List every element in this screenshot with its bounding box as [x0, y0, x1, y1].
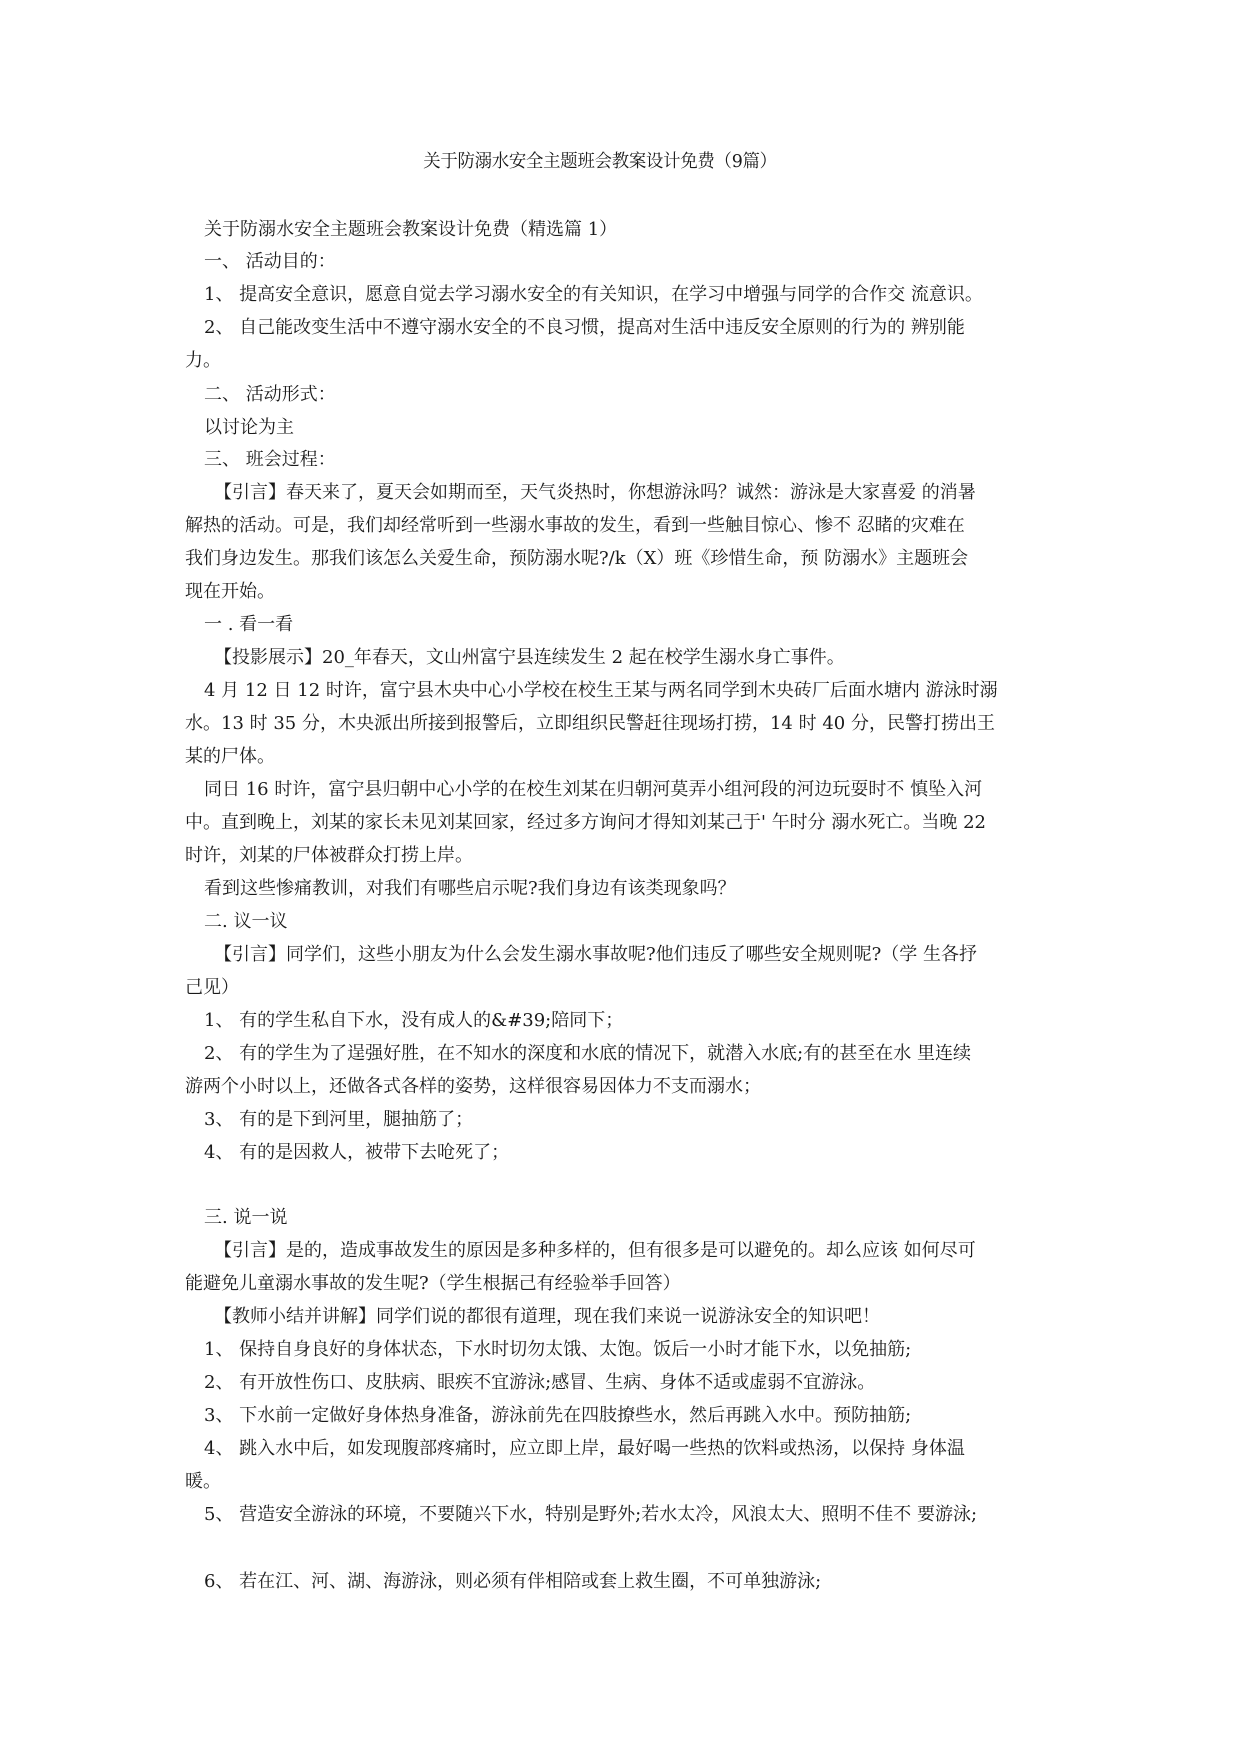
- paragraph-line: 以讨论为主: [204, 417, 294, 438]
- paragraph-line: 5、 营造安全游泳的环境，不要随兴下水，特别是野外;若水太冷，风浪太大、照明不佳不 要游泳;: [204, 1504, 978, 1525]
- paragraph-line: 一 . 看一看: [204, 614, 294, 635]
- paragraph-line: 4、 跳入水中后，如发现腹部疼痛时，应立即上岸，最好喝一些热的饮料或热汤，以保持 身体温: [204, 1438, 965, 1459]
- paragraph-line: 二. 议一议: [204, 911, 288, 932]
- paragraph-line: 1、 提高安全意识，愿意自觉去学习溺水安全的有关知识，在学习中增强与同学的合作交 流意识。: [204, 284, 983, 305]
- paragraph-line: 【引言】同学们，这些小朋友为什么会发生溺水事故呢?他们违反了哪些安全规则呢?（学 生各抒: [214, 944, 978, 965]
- paragraph-line: 看到这些惨痛教训，对我们有哪些启示呢?我们身边有该类现象吗？: [204, 878, 736, 899]
- paragraph-line: 解热的活动。可是，我们却经常听到一些溺水事故的发生，看到一些触目惊心、惨不 忍睹的灾难在: [185, 515, 965, 536]
- paragraph-line: 三. 说一说: [204, 1207, 288, 1228]
- paragraph-line: 2、 有的学生为了逞强好胜，在不知水的深度和水底的情况下，就潜入水底;有的甚至在水 里连续: [204, 1043, 971, 1064]
- paragraph-line: 4、 有的是因救人，被带下去呛死了；: [204, 1142, 510, 1163]
- paragraph-line: 暖。: [185, 1471, 221, 1492]
- paragraph-line: 3、 下水前一定做好身体热身准备，游泳前先在四肢撩些水，然后再跳入水中。预防抽筋;: [204, 1405, 912, 1426]
- paragraph-line: 某的尸体。: [185, 746, 275, 767]
- paragraph-line: 游两个小时以上，还做各式各样的姿势，这样很容易因体力不支而溺水；: [185, 1076, 761, 1097]
- paragraph-line: 1、 保持自身良好的身体状态，下水时切勿太饿、太饱。饭后一小时才能下水，以免抽筋;: [204, 1339, 912, 1360]
- section-heading: 关于防溺水安全主题班会教案设计免费（精选篇 1）: [204, 219, 618, 240]
- paragraph-line: 一、 活动目的：: [204, 251, 336, 272]
- paragraph-line: 水。13 时 35 分，木央派出所接到报警后，立即组织民警赶往现场打捞，14 时 40 分，民警打捞出王: [185, 713, 995, 734]
- paragraph-line: 2、 自己能改变生活中不遵守溺水安全的不良习惯，提高对生活中违反安全原则的行为的 辨别能: [204, 317, 965, 338]
- paragraph-line: 二、 活动形式：: [204, 384, 336, 405]
- paragraph-line: 能避免儿童溺水事故的发生呢?（学生根据己有经验举手回答）: [185, 1273, 681, 1294]
- paragraph-line: 三、 班会过程：: [204, 449, 336, 470]
- paragraph-line: 中。直到晚上，刘某的家长未见刘某回家，经过多方询问才得知刘某己于' 午时分 溺水死亡。当晚 22: [185, 812, 987, 833]
- paragraph-line: 时许，刘某的尸体被群众打捞上岸。: [185, 845, 473, 866]
- paragraph-line: 【投影展示】20_年春天，文山州富宁县连续发生 2 起在校学生溺水身亡事件。: [214, 647, 845, 668]
- paragraph-line: 我们身边发生。那我们该怎么关爱生命，预防溺水呢?/k（X）班《珍惜生命，预 防溺水》主题班会: [185, 548, 969, 569]
- paragraph-line: 己见）: [185, 977, 239, 998]
- paragraph-line: 【引言】是的，造成事故发生的原因是多种多样的，但有很多是可以避免的。却么应该 如何尽可: [214, 1240, 976, 1261]
- document-title: 关于防溺水安全主题班会教案设计免费（9篇）: [423, 151, 777, 172]
- paragraph-line: 3、 有的是下到河里，腿抽筋了；: [204, 1109, 474, 1130]
- paragraph-line: 同日 16 时许，富宁县归朝中心小学的在校生刘某在归朝河莫弄小组河段的河边玩耍时不 慎坠入河: [204, 779, 983, 800]
- paragraph-line: 1、 有的学生私自下水，没有成人的&#39;陪同下；: [204, 1010, 624, 1031]
- paragraph-line: 2、 有开放性伤口、皮肤病、眼疾不宜游泳;感冒、生病、身体不适或虚弱不宜游泳。: [204, 1372, 876, 1393]
- paragraph-line: 力。: [185, 350, 221, 371]
- paragraph-line: 【教师小结并讲解】同学们说的都很有道理，现在我们来说一说游泳安全的知识吧！: [214, 1306, 880, 1327]
- paragraph-line: 6、 若在江、河、湖、海游泳，则必须有伴相陪或套上救生圈，不可单独游泳;: [204, 1571, 822, 1592]
- paragraph-line: 4 月 12 日 12 时许，富宁县木央中心小学校在校生王某与两名同学到木央砖厂后面水塘内 游泳时溺: [204, 680, 998, 701]
- paragraph-line: 现在开始。: [185, 581, 275, 602]
- paragraph-line: 【引言】春天来了，夏天会如期而至，天气炎热时，你想游泳吗？诚然：游泳是大家喜爱 的消暑: [214, 482, 976, 503]
